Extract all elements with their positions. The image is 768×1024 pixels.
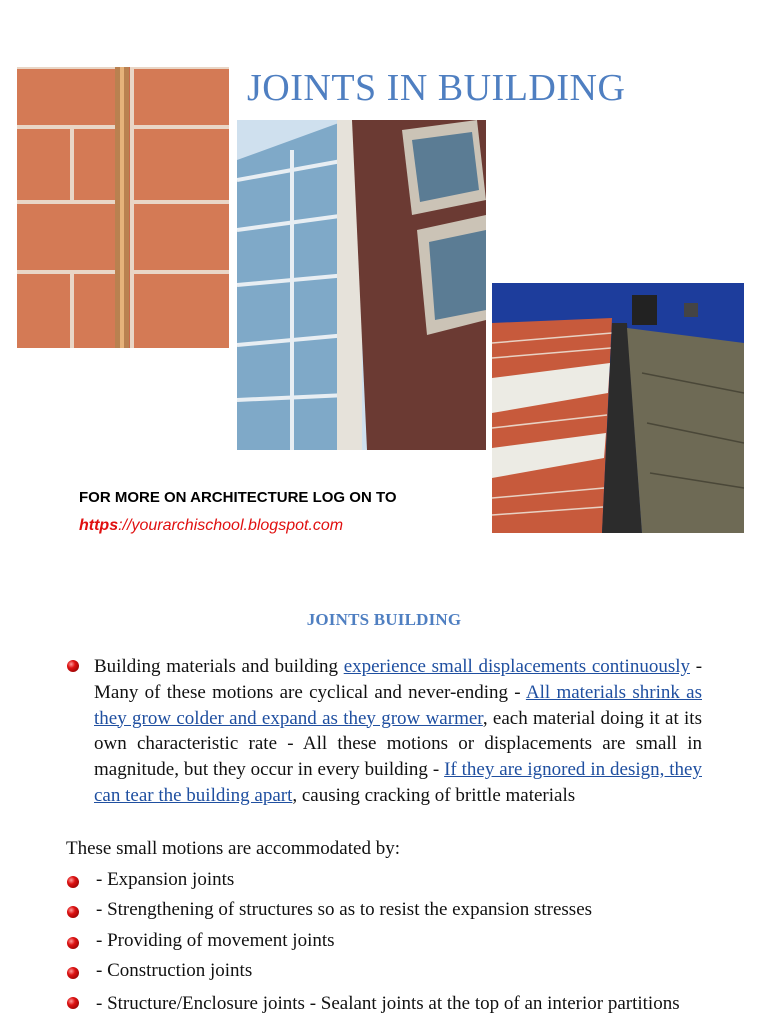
promo-heading: FOR MORE ON ARCHITECTURE LOG ON TO <box>79 489 397 506</box>
brick-tower-photo <box>492 283 744 533</box>
text-run: - Many of these motions are cyclical and never-ending - <box>94 656 703 703</box>
bullet-icon <box>67 876 79 888</box>
list-item: - Providing of movement joints <box>96 930 335 951</box>
section-heading: JOINTS BUILDING <box>306 610 462 629</box>
link-displacements[interactable]: experience small displacements continuously <box>343 656 690 677</box>
bullet-icon <box>67 967 79 979</box>
bullet-icon <box>67 937 79 949</box>
bullet-icon <box>67 906 79 918</box>
curtain-wall-photo <box>237 120 486 450</box>
url-rest: ://yourarchischool.blogspot.com <box>118 517 344 534</box>
text-run: Building materials and building <box>94 656 344 677</box>
blog-link[interactable] <box>79 517 343 535</box>
brick-joint-photo <box>17 67 229 348</box>
bullet-icon <box>67 660 79 672</box>
page-title: JOINTS IN BUILDING <box>247 67 626 109</box>
main-paragraph <box>94 654 702 809</box>
url-scheme: https <box>79 517 119 534</box>
text-run: , causing cracking of brittle materials <box>292 784 576 806</box>
link-materials-shrink[interactable]: All materials shrink as they grow colder and expand as they grow warmer <box>94 681 702 729</box>
list-item: - Construction joints <box>96 960 253 981</box>
intro-line: These small motions are accommodated by: <box>66 838 400 859</box>
list-item: - Structure/Enclosure joints - Sealant joints at the top of an interior partitions <box>96 993 680 1014</box>
link-tear-apart[interactable]: If they are ignored in design, they can tear the building apart <box>94 759 702 806</box>
list-item: - Strengthening of structures so as to resist the expansion stresses <box>96 899 593 920</box>
bullet-icon <box>67 997 79 1009</box>
text-run: , each material doing it at its own characteristic rate - All these motions or displacements are small in magnitude, but they occur in every building - <box>94 707 702 781</box>
list-item: - Expansion joints <box>96 869 235 890</box>
